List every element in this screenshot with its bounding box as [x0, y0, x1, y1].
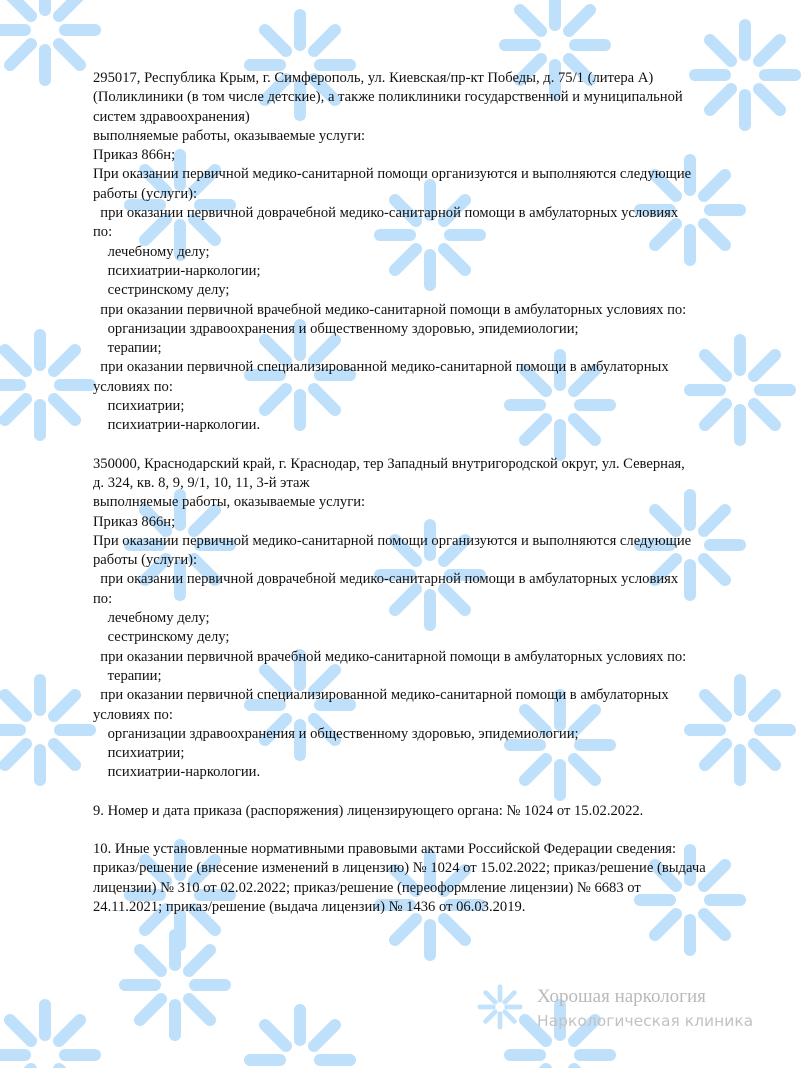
document-line: сестринскому делу; — [93, 629, 230, 646]
document-line: систем здравоохранения) — [93, 108, 250, 125]
document-line: (Поликлиники (в том числе детские), а также поликлиники государственной и муниципальной — [93, 89, 683, 106]
snowflake-asterisk-icon — [125, 935, 225, 1035]
document-line: лицензии) № 310 от 02.02.2022; приказ/решение (переоформление лицензии) № 6683 от — [93, 879, 641, 896]
document-line: лечебному делу; — [93, 243, 210, 260]
document-line: психиатрии-наркологии. — [93, 417, 261, 434]
document-line: по: — [93, 590, 113, 607]
document-line: работы (услуги): — [93, 552, 198, 569]
document-line: при оказании первичной врачебной медико-санитарной помощи в амбулаторных условиях по: — [93, 648, 687, 665]
brand-name: Хорошая наркология — [537, 986, 706, 1007]
document-line: Приказ 866н; — [93, 513, 176, 530]
document-line: При оказании первичной медико-санитарной помощи организуются и выполняются следующие — [93, 532, 692, 549]
paragraph-gap — [93, 821, 783, 840]
document-line: условиях по: — [93, 706, 173, 723]
snowflake-asterisk-icon — [0, 335, 90, 435]
document-line: 24.11.2021; приказ/решение (выдача лицензии) № 1436 от 06.03.2019. — [93, 898, 526, 915]
document-line: Приказ 866н; — [93, 147, 176, 164]
document-line: организации здравоохранения и общественному здоровью, эпидемиологии; — [93, 320, 579, 337]
paragraph-gap — [93, 436, 783, 455]
document-line: сестринскому делу; — [93, 282, 230, 299]
document-line: выполняемые работы, оказываемые услуги: — [93, 494, 366, 511]
document-line: приказ/решение (внесение изменений в лицензию) № 1024 от 15.02.2022; приказ/решение (выдача — [93, 860, 706, 877]
document-line: при оказании первичной доврачебной медико-санитарной помощи в амбулаторных условиях — [93, 205, 679, 222]
document-line: 350000, Краснодарский край, г. Краснодар, тер Западный внутригородской округ, ул. Северная, — [93, 455, 685, 472]
document-line: при оказании первичной доврачебной медико-санитарной помощи в амбулаторных условиях — [93, 571, 679, 588]
brand-block — [476, 983, 776, 1039]
document-line: терапии; — [93, 667, 162, 684]
document-line: выполняемые работы, оказываемые услуги: — [93, 127, 366, 144]
document-line: психиатрии-наркологии. — [93, 764, 261, 781]
document-line: при оказании первичной специализированной медико-санитарной помощи в амбулаторных — [93, 359, 669, 376]
snowflake-asterisk-icon — [250, 1010, 350, 1068]
document-line: 10. Иные установленные нормативными правовыми актами Российской Федерации сведения: — [93, 840, 677, 857]
snowflake-asterisk-icon — [0, 1005, 95, 1068]
snowflake-asterisk-icon — [0, 0, 95, 80]
document-line: терапии; — [93, 340, 162, 357]
brand-subtitle: Наркологическая клиника — [537, 1012, 754, 1030]
document-line: условиях по: — [93, 378, 173, 395]
snowflake-asterisk-icon — [0, 680, 90, 780]
document-line: по: — [93, 224, 113, 241]
document-line: лечебному делу; — [93, 610, 210, 627]
document-line: работы (услуги): — [93, 185, 198, 202]
document-line: при оказании первичной врачебной медико-санитарной помощи в амбулаторных условиях по: — [93, 301, 687, 318]
document-line: организации здравоохранения и общественному здоровью, эпидемиологии; — [93, 725, 579, 742]
document-line: При оказании первичной медико-санитарной помощи организуются и выполняются следующие — [93, 166, 692, 183]
document-line: психиатрии-наркологии; — [93, 262, 261, 279]
snowflake-logo-icon — [476, 983, 524, 1031]
document-body — [93, 69, 783, 917]
document-line: 9. Номер и дата приказа (распоряжения) лицензирующего органа: № 1024 от 15.02.2022. — [93, 802, 644, 819]
document-line: психиатрии; — [93, 398, 185, 415]
document-line: 295017, Республика Крым, г. Симферополь, ул. Киевская/пр-кт Победы, д. 75/1 (литера А) — [93, 70, 654, 86]
document-line: при оказании первичной специализированной медико-санитарной помощи в амбулаторных — [93, 687, 669, 704]
paragraph-gap — [93, 783, 783, 802]
document-line: психиатрии; — [93, 745, 185, 762]
document-line: д. 324, кв. 8, 9, 9/1, 10, 11, 3-й этаж — [93, 474, 310, 491]
